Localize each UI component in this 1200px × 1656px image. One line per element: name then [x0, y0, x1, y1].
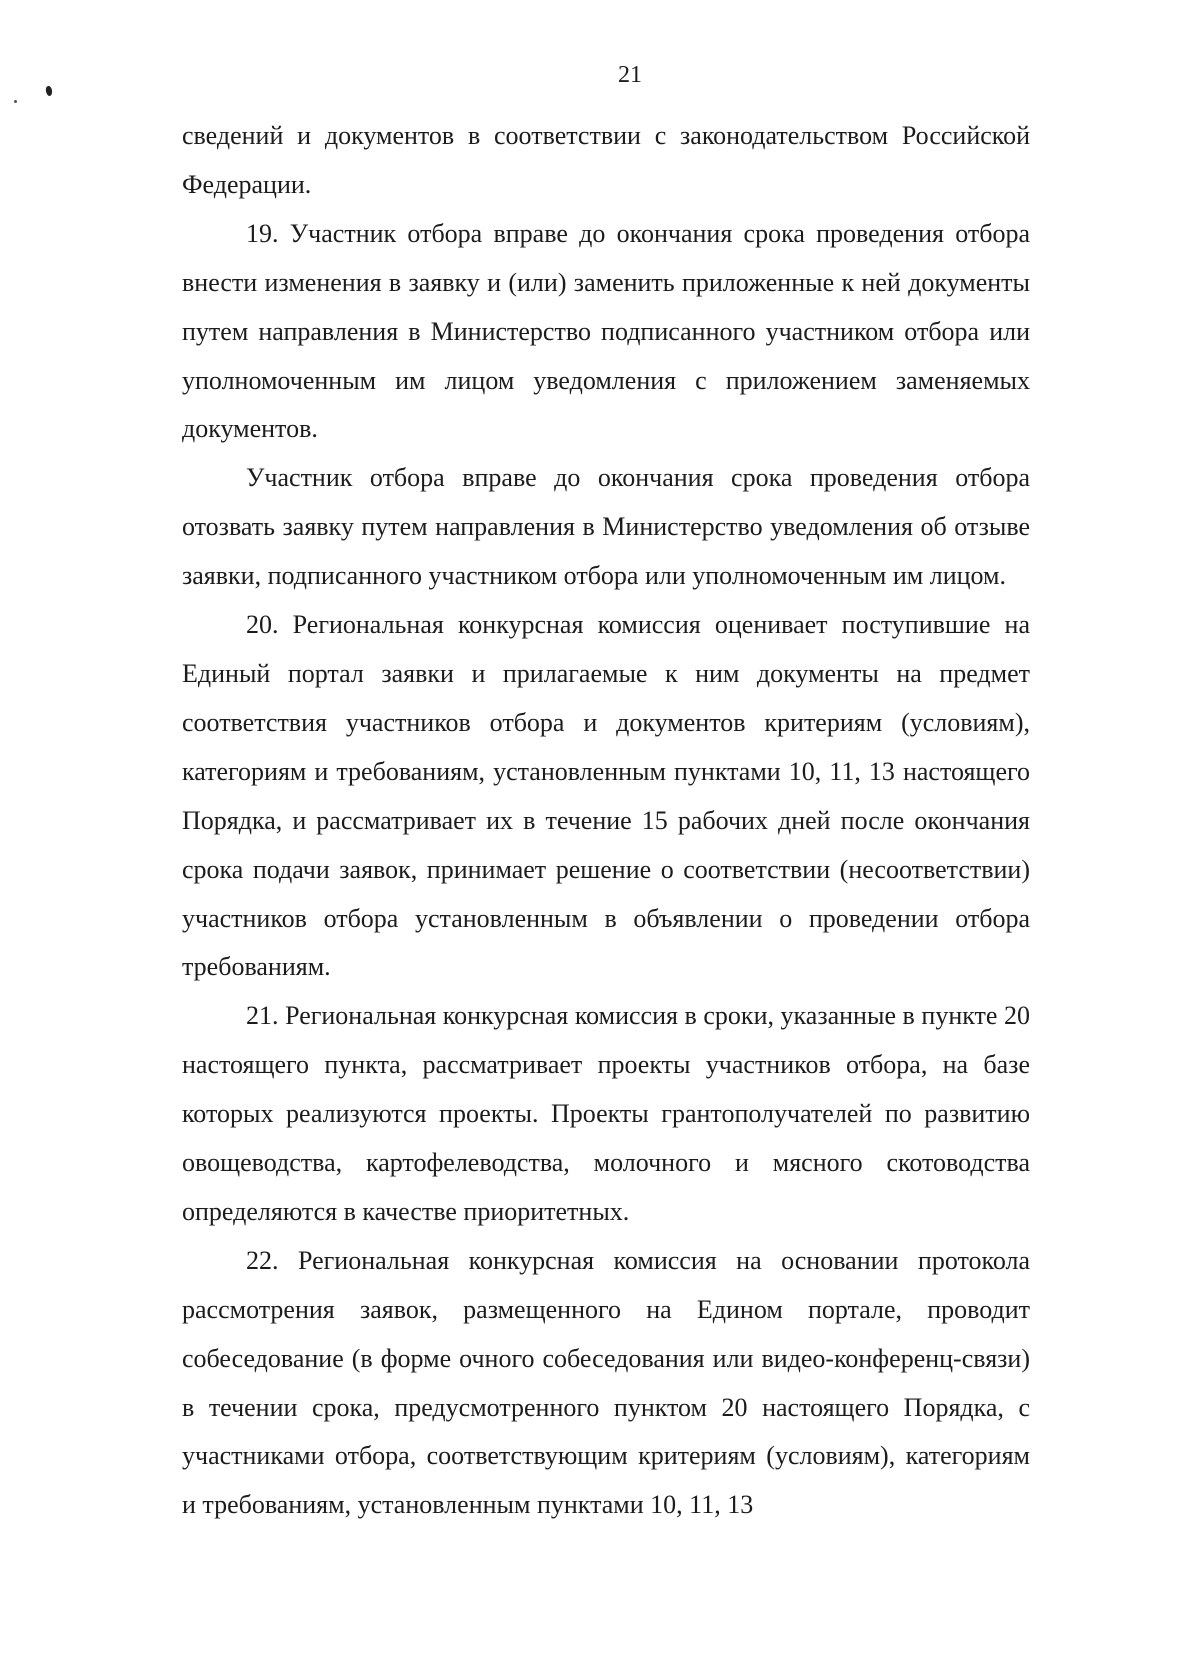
- page-number: 21: [618, 62, 642, 88]
- document-body: [182, 112, 1030, 1530]
- paragraph-21: 21. Региональная конкурсная комиссия в сроки, указанные в пункте 20 настоящего пункта, рассматривает проекты участников отбора, на базе которых реализуются проекты. Проекты грантополучателей по развитию овощеводства, картофелеводства, молочного и мясного скотоводства определяются в качестве приоритетных.: [182, 1001, 1030, 1226]
- paragraph-19-withdrawal: Участник отбора вправе до окончания срока проведения отбора отозвать заявку путем направления в Министерство уведомления об отзыве заявки, подписанного участником отбора или уполномоченным им лицом.: [182, 463, 1030, 591]
- paragraph-19: 19. Участник отбора вправе до окончания срока проведения отбора внести изменения в заявку и (или) заменить приложенные к ней документы путем направления в Министерство подписанного участником отбора или уполномоченным им лицом уведомления с приложением заменяемых документов.: [182, 218, 1030, 444]
- paragraph-continuation: сведений и документов в соответствии с законодательством Российской Федерации.: [182, 121, 1030, 199]
- paragraph-20: 20. Региональная конкурсная комиссия оценивает поступившие на Единый портал заявки и прилагаемые к ним документы на предмет соответствия участников отбора и документов критериям (условиям), категориям и требованиям, установленным пунктами 10, 11, 13 настоящего Порядка, и рассматривает их в течение 15 рабочих дней после окончания срока подачи заявок, принимает решение о соответствии (несоответствии) участников отбора установленным в объявлении о проведении отбора требованиям.: [182, 610, 1030, 982]
- scan-artifact-dot: [14, 100, 17, 103]
- paragraph-22: 22. Региональная конкурсная комиссия на основании протокола рассмотрения заявок, размещенного на Едином портале, проводит собеседование (в форме очного собеседования или видео-конференц-связи) в течении срока, предусмотренного пунктом 20 настоящего Порядка, с участниками отбора, соответствующим критериям (условиям), категориям и требованиям, установленным пунктами 10, 11, 13: [182, 1245, 1030, 1520]
